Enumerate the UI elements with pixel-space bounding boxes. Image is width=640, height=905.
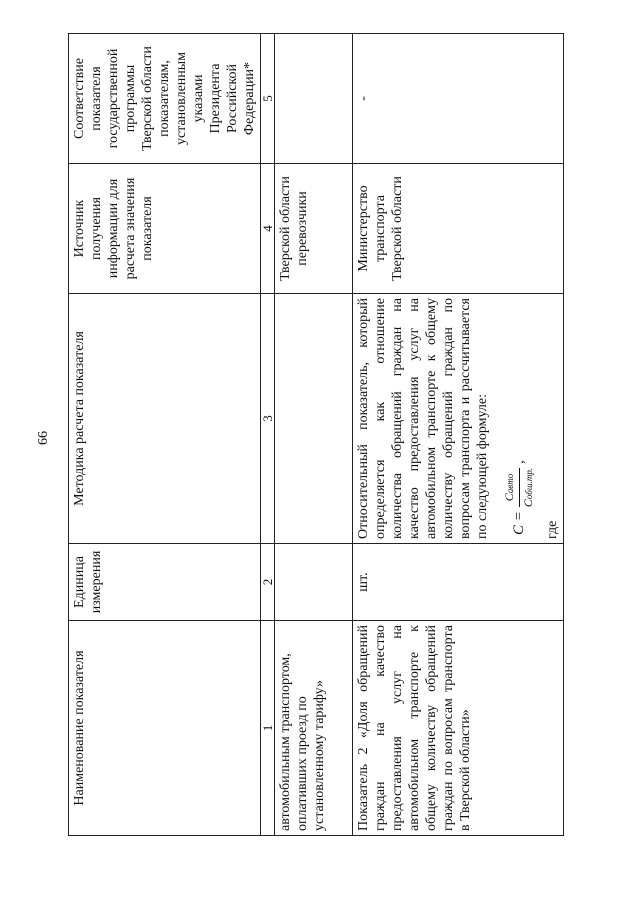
table-header-row [69,34,261,836]
formula-lhs: C = [511,511,527,535]
formula-denominator-sub: обш.тр. [524,467,534,500]
table-row [353,34,564,836]
column-number: 5 [261,34,275,164]
column-number: 3 [261,294,275,544]
column-number: 1 [261,621,275,836]
column-number: 4 [261,164,275,294]
unit-cell: шт. [353,544,564,621]
method-cell [353,294,564,544]
indicator-table [68,33,564,836]
unit-cell [275,544,353,621]
method-text: Относительный показатель, который определяется как отношение количества обращений граждан на качество предоставления услуг на автомобильном транспорте к общему количеству обращений граждан по вопросам транспорта и рассчитывается по следующей формуле: [356,298,490,539]
column-number-row [261,34,275,836]
formula [501,298,538,535]
header-correspondence: Соответствие показателя государственной программы Тверской области показателям, установленным указами Президента Российской Федерации* [69,34,261,164]
formula-tail: , [511,460,527,464]
formula-denominator: C [521,499,535,508]
correspondence-cell [275,34,353,164]
where-text: где [545,520,560,539]
table-row [275,34,353,836]
header-indicator-name: Наименование показателя [69,621,261,836]
header-method: Методика расчета показателя [69,294,261,544]
page-number: 66 [36,431,51,445]
indicator-name-cell: автомобильным транспортом, оплативших проезд по установленному тарифу» [275,621,353,836]
source-cell: Тверской области перевозчики [275,164,353,294]
indicator-table-page [68,34,596,836]
correspondence-cell: - [353,34,564,164]
header-source: Источник получения информации для расчета значения показателя [69,164,261,294]
indicator-name-cell: Показатель 2 «Доля обращений граждан на качество предоставления услуг на автомобильном транспорте к общему количеству обращений граждан по вопросам транспорта в Тверской области» [353,621,564,836]
formula-numerator: C [502,493,516,502]
source-cell: Министерство транспорта Тверской области [353,164,564,294]
column-number: 2 [261,544,275,621]
method-cell [275,294,353,544]
formula-fraction [501,468,538,507]
formula-numerator-sub: авто [505,473,515,494]
header-unit: Единица измерения [69,544,261,621]
